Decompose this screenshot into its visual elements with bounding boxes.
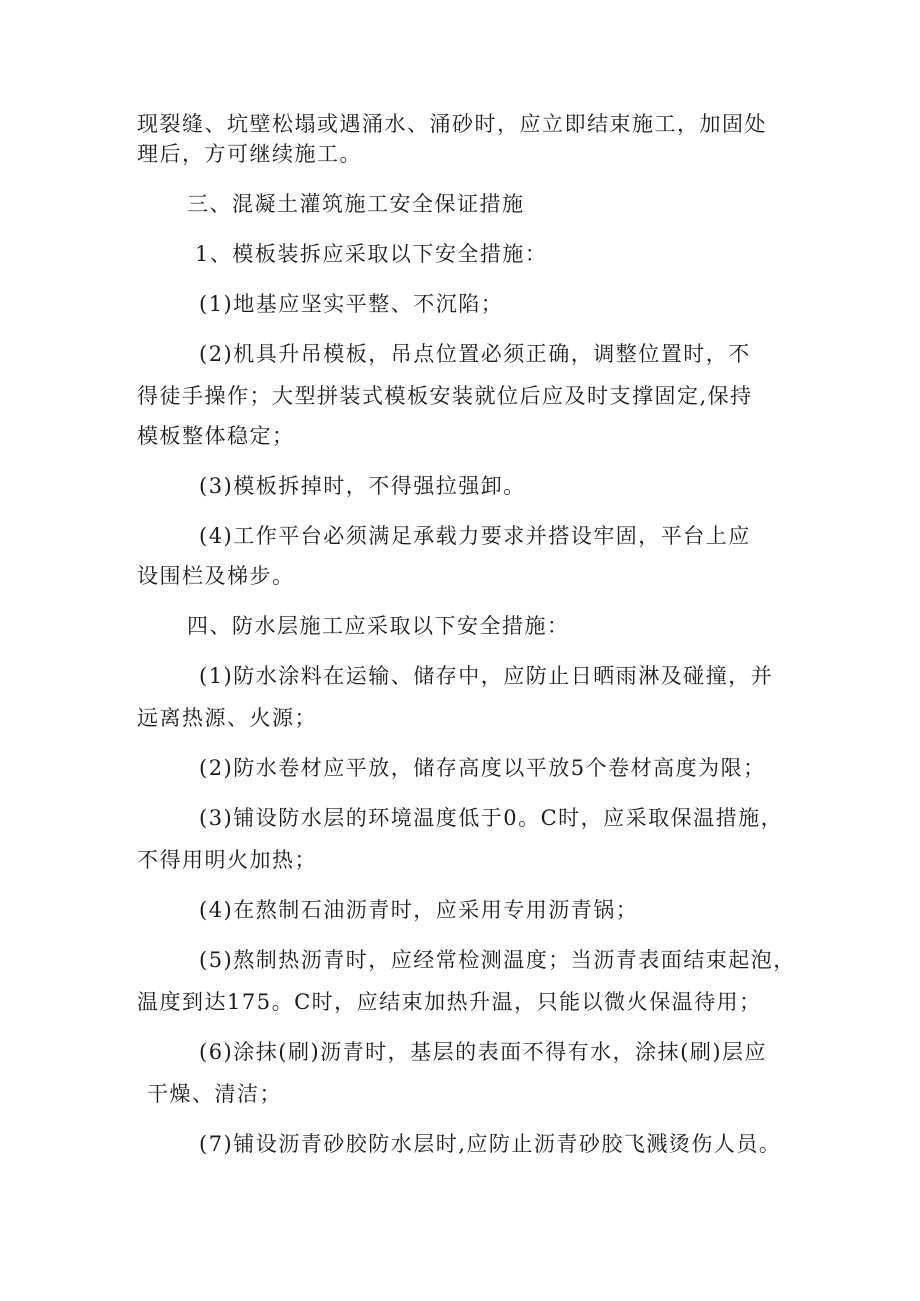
list-item: (6)涂抹(刷)沥青时，基层的表面不得有水，涂抹(刷)层应	[199, 1040, 768, 1064]
list-item: (2)防水卷材应平放，储存高度以平放5个卷材高度为限；	[199, 756, 766, 780]
text-line: 现裂缝、坑壁松塌或遇涌水、涌砂时，应立即结束施工，加固处	[137, 112, 767, 136]
text-line: 理后，方可继续施工。	[137, 142, 362, 166]
list-item: (7)铺设沥青砂胶防水层时,应防止沥青砂胶飞溅烫伤人员。	[199, 1132, 782, 1156]
text-line: 模板整体稳定；	[137, 424, 295, 448]
subsection-heading: 1、模板装拆应采取以下安全措施：	[195, 242, 548, 266]
list-item: (5)熬制热沥青时，应经常检测温度；当沥青表面结束起泡，	[199, 948, 796, 972]
text-line: 得徒手操作；大型拼装式模板安装就位后应及时支撑固定,保持	[137, 384, 753, 408]
list-item: (3)模板拆掉时，不得强拉强卸。	[199, 474, 526, 498]
text-line: 温度到达175。C时，应结束加热升温，只能以微火保温待用；	[137, 990, 762, 1014]
list-item: (1)防水涂料在运输、储存中，应防止日晒雨淋及碰撞，并	[199, 664, 774, 688]
list-item: (3)铺设防水层的环境温度低于0。C时，应采取保温措施，	[199, 806, 784, 830]
list-item: (4)在熬制石油沥青时，应采用专用沥青锅；	[199, 898, 639, 922]
section-heading: 三、混凝土灌筑施工安全保证措施	[187, 192, 525, 216]
text-line: 远离热源、火源；	[137, 706, 317, 730]
list-item: (4)工作平台必须满足承载力要求并搭设牢固，平台上应	[199, 524, 751, 548]
text-line: 不得用明火加热；	[137, 848, 317, 872]
text-line: 干燥、清洁；	[147, 1082, 282, 1106]
list-item: (1)地基应坚实平整、不沉陷；	[199, 292, 504, 316]
text-line: 设围栏及梯步。	[137, 564, 295, 588]
list-item: (2)机具升吊模板，吊点位置必须正确，调整位置时，不	[199, 342, 751, 366]
section-heading: 四、防水层施工应采取以下安全措施：	[187, 614, 570, 638]
